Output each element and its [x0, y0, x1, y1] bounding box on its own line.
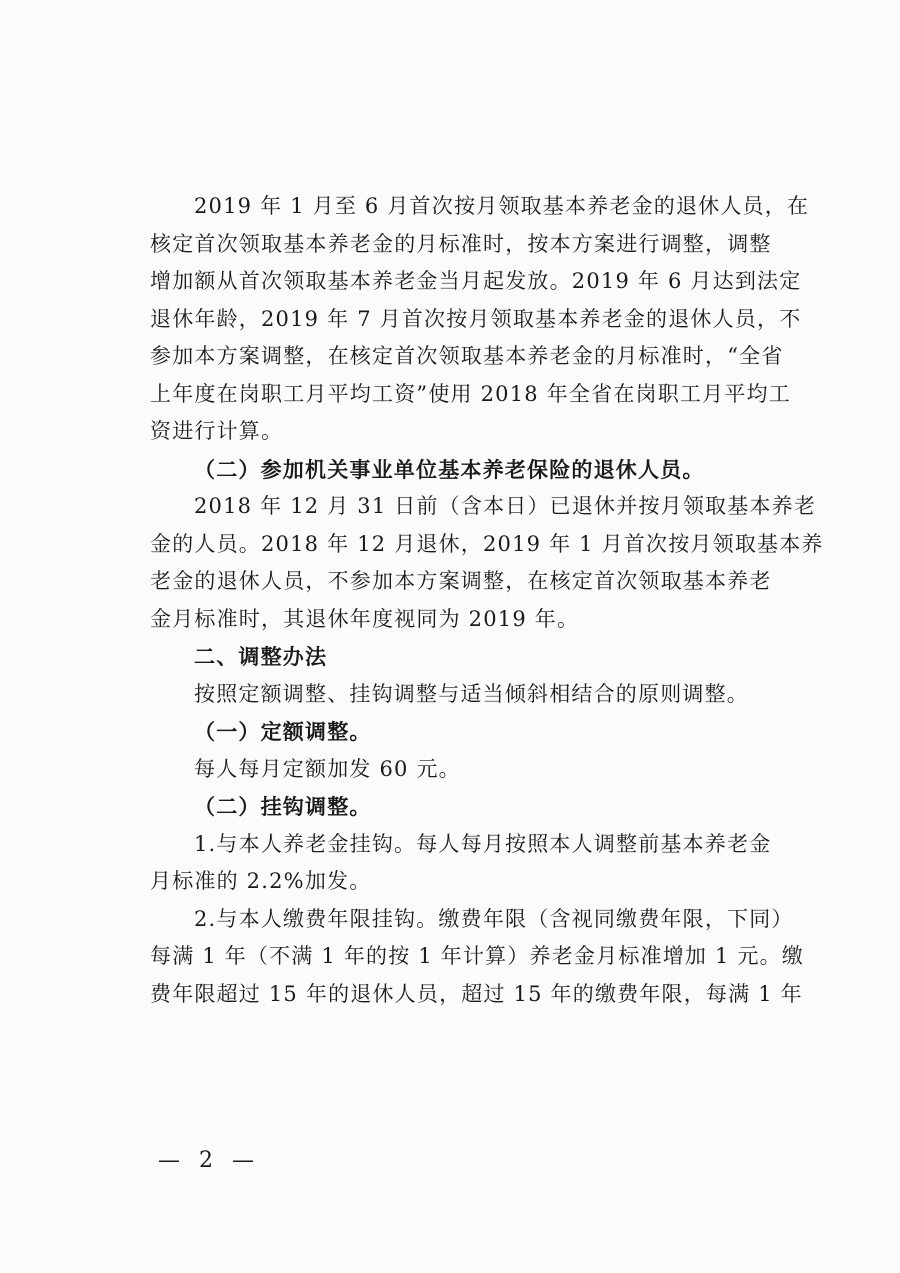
subheading-linked-adjustment: （二）挂钩调整。	[194, 794, 372, 819]
paragraph-line: 退休年龄，2019 年 7 月首次按月领取基本养老金的退休人员，不	[150, 306, 802, 331]
page-number: — 2 —	[158, 1148, 260, 1173]
paragraph-line: 核定首次领取基本养老金的月标准时，按本方案进行调整，调整	[150, 231, 772, 256]
subheading-fixed-adjustment: （一）定额调整。	[194, 719, 372, 744]
paragraph-line: 增加额从首次领取基本养老金当月起发放。2019 年 6 月达到法定	[150, 269, 802, 293]
subheading-retirees: （二）参加机关事业单位基本养老保险的退休人员。	[194, 456, 705, 482]
paragraph-line: 2019 年 1 月至 6 月首次按月领取基本养老金的退休人员，在	[194, 194, 810, 218]
item-line: 每满 1 年（不满 1 年的按 1 年计算）养老金月标准增加 1 元。缴	[150, 944, 805, 968]
section-heading: 二、调整办法	[194, 644, 328, 669]
paragraph-line: 老金的退休人员，不参加本方案调整，在核定首次领取基本养老	[150, 569, 772, 593]
item-line: 费年限超过 15 年的退休人员，超过 15 年的缴费年限，每满 1 年	[150, 981, 803, 1006]
fixed-adjustment-text: 每人每月定额加发 60 元。	[194, 756, 461, 781]
paragraph-line: 上年度在岗职工月平均工资”使用 2018 年全省在岗职工月平均工	[150, 381, 791, 406]
section-intro: 按照定额调整、挂钩调整与适当倾斜相结合的原则调整。	[194, 681, 749, 706]
paragraph-line: 金月标准时，其退休年度视同为 2019 年。	[150, 606, 580, 631]
item-line: 1.与本人养老金挂钩。每人每月按照本人调整前基本养老金	[194, 831, 772, 856]
item-line: 2.与本人缴费年限挂钩。缴费年限（含视同缴费年限，下同）	[194, 906, 794, 931]
item-line: 月标准的 2.2%加发。	[150, 869, 372, 893]
document-body	[150, 188, 824, 1013]
paragraph-line: 资进行计算。	[150, 419, 284, 443]
paragraph-line: 金的人员。2018 年 12 月退休，2019 年 1 月首次按月领取基本养	[150, 531, 824, 556]
paragraph-line: 参加本方案调整，在核定首次领取基本养老金的月标准时，“全省	[150, 344, 784, 368]
paragraph-line: 2018 年 12 月 31 日前（含本日）已退休并按月领取基本养老	[194, 494, 817, 518]
